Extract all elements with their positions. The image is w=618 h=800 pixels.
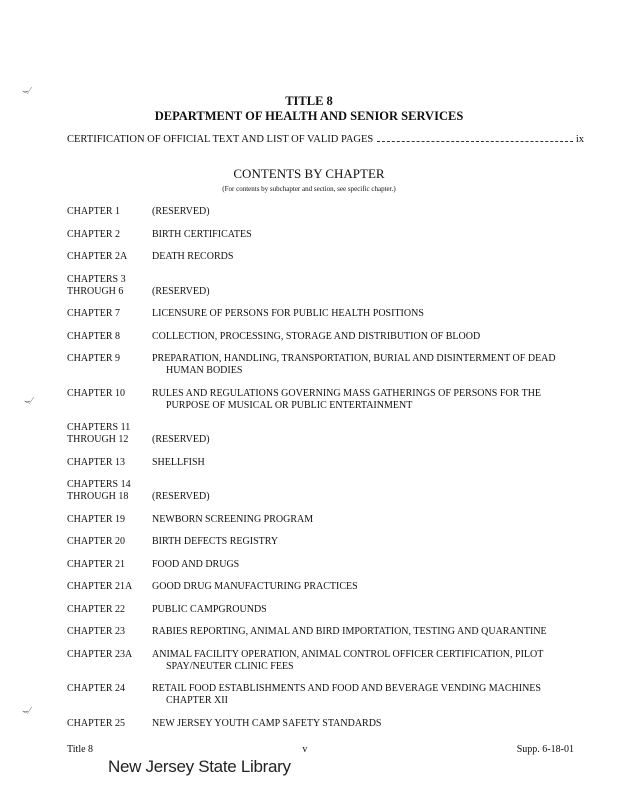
chapter-description: BIRTH CERTIFICATES <box>152 228 252 240</box>
chapter-row <box>67 649 567 673</box>
chapter-label: CHAPTER 2 <box>67 228 121 240</box>
certification-page: ix <box>575 134 584 145</box>
page-title <box>0 94 618 124</box>
chapter-label: CHAPTER 22 <box>67 603 126 615</box>
chapter-label: CHAPTER 1 <box>67 206 121 217</box>
chapter-description: (RESERVED) <box>152 491 210 502</box>
scan-mark: ⌣⁄ <box>24 396 33 407</box>
chapter-description: FOOD AND DRUGS <box>152 558 240 570</box>
chapter-description: RABIES REPORTING, ANIMAL AND BIRD IMPORTATION, TESTING AND QUARANTINE <box>152 626 547 637</box>
chapter-description: (RESERVED) <box>152 206 210 217</box>
scan-mark: ⌣⁄ <box>22 86 31 97</box>
chapter-row <box>67 559 567 571</box>
chapter-row <box>67 479 567 503</box>
chapter-label: CHAPTER 23A <box>67 648 133 660</box>
chapter-row <box>67 514 567 526</box>
chapter-row <box>67 229 567 241</box>
chapter-row <box>67 331 567 343</box>
chapter-row <box>67 274 567 298</box>
chapter-description: NEW JERSEY YOUTH CAMP SAFETY STANDARDS <box>152 717 382 729</box>
chapter-row <box>67 422 567 446</box>
chapter-row <box>67 718 567 730</box>
chapter-row <box>67 206 567 218</box>
footer-title: Title 8 <box>67 744 94 755</box>
chapter-row <box>67 457 567 469</box>
chapter-label: CHAPTERS 11 THROUGH 12 <box>67 422 131 445</box>
department-name: DEPARTMENT OF HEALTH AND SENIOR SERVICES <box>154 109 464 123</box>
footer-supplement: Supp. 6-18-01 <box>516 744 574 755</box>
chapter-label: CHAPTER 13 <box>67 456 126 468</box>
chapter-row <box>67 251 567 263</box>
dot-leader <box>377 141 573 142</box>
chapter-list <box>67 206 567 740</box>
scan-mark: ⌣⁄ <box>22 706 31 717</box>
certification-label: CERTIFICATION OF OFFICIAL TEXT AND LIST OF VALID PAGES <box>67 134 374 145</box>
certification-line <box>67 134 584 145</box>
chapter-label: CHAPTER 20 <box>67 536 126 547</box>
chapter-description: NEWBORN SCREENING PROGRAM <box>152 513 314 525</box>
chapter-label: CHAPTER 8 <box>67 330 121 342</box>
chapter-row <box>67 353 567 377</box>
contents-note: (For contents by subchapter and section, see specific chapter.) <box>222 185 396 193</box>
chapter-label: CHAPTER 19 <box>67 513 126 525</box>
title-number: TITLE 8 <box>285 94 333 108</box>
chapter-description: GOOD DRUG MANUFACTURING PRACTICES <box>152 581 358 592</box>
library-stamp: New Jersey State Library <box>108 757 291 776</box>
chapter-label: CHAPTER 21 <box>67 558 126 570</box>
chapter-description: COLLECTION, PROCESSING, STORAGE AND DISTRIBUTION OF BLOOD <box>152 330 481 342</box>
chapter-label: CHAPTER 9 <box>67 353 121 364</box>
chapter-description: DEATH RECORDS <box>152 251 234 262</box>
chapter-description: LICENSURE OF PERSONS FOR PUBLIC HEALTH POSITIONS <box>152 308 424 319</box>
chapter-label: CHAPTER 23 <box>67 626 126 637</box>
chapter-description: PUBLIC CAMPGROUNDS <box>152 603 267 615</box>
chapter-description: ANIMAL FACILITY OPERATION, ANIMAL CONTROL OFFICER CERTIFICATION, PILOT SPAY/NEUTER CLINIC FEES <box>152 648 544 672</box>
chapter-description: BIRTH DEFECTS REGISTRY <box>152 536 279 547</box>
chapter-description: RETAIL FOOD ESTABLISHMENTS AND FOOD AND BEVERAGE VENDING MACHINES CHAPTER XII <box>152 683 541 706</box>
chapter-description: (RESERVED) <box>152 285 210 297</box>
chapter-label: CHAPTER 24 <box>67 683 126 694</box>
chapter-row <box>67 683 567 707</box>
chapter-description: (RESERVED) <box>152 434 210 445</box>
chapter-label: CHAPTER 2A <box>67 251 128 262</box>
footer-page-number: v <box>302 744 308 755</box>
chapter-description: PREPARATION, HANDLING, TRANSPORTATION, BURIAL AND DISINTERMENT OF DEAD HUMAN BODIES <box>152 353 556 376</box>
chapter-label: CHAPTERS 3 THROUGH 6 <box>67 273 126 297</box>
chapter-description: SHELLFISH <box>152 456 205 468</box>
chapter-label: CHAPTERS 14 THROUGH 18 <box>67 479 131 502</box>
chapter-row <box>67 581 567 593</box>
chapter-label: CHAPTER 25 <box>67 717 126 729</box>
chapter-label: CHAPTER 10 <box>67 387 126 399</box>
chapter-row <box>67 604 567 616</box>
contents-heading: CONTENTS BY CHAPTER <box>233 166 385 181</box>
page-footer <box>67 744 574 755</box>
chapter-row <box>67 388 567 412</box>
chapter-row <box>67 308 567 320</box>
chapter-row <box>67 536 567 548</box>
chapter-description: RULES AND REGULATIONS GOVERNING MASS GATHERINGS OF PERSONS FOR THE PURPOSE OF MUSICAL OR PUBLIC ENTERTAINMENT <box>152 387 542 411</box>
chapter-label: CHAPTER 7 <box>67 308 121 319</box>
chapter-label: CHAPTER 21A <box>67 581 133 592</box>
chapter-row <box>67 626 567 638</box>
